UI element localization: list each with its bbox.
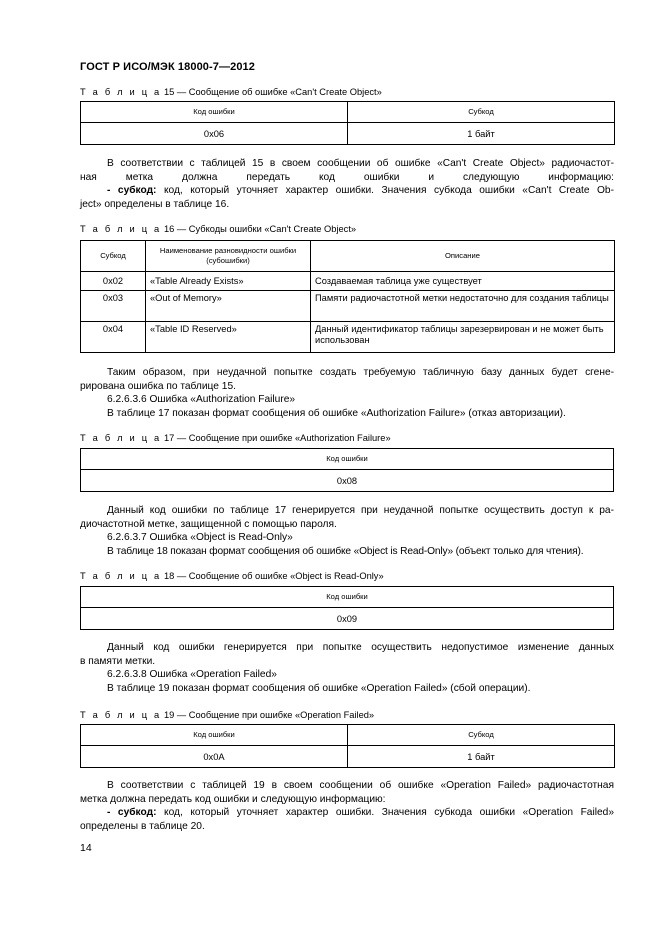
table-caption-text: 19 — Сообщение при ошибке «Operation Failed»	[161, 710, 375, 720]
header-cell: Наименование разновидности ошибки (субошибки)	[146, 241, 311, 272]
table-cell: 1 байт	[348, 746, 615, 768]
table-cell: 0x06	[81, 123, 348, 145]
section-heading: 6.2.6.3.6 Ошибка «Authorization Failure»	[107, 394, 296, 406]
document-header: ГОСТ Р ИСО/МЭК 18000-7—2012	[80, 61, 255, 73]
table-cell: «Out of Memory»	[146, 291, 311, 322]
table-header-row	[81, 102, 615, 123]
table-19-caption	[80, 710, 374, 720]
table-19	[80, 724, 615, 768]
table-row	[81, 123, 615, 145]
text-line: Данный код ошибки генерируется при попытке осуществить недопустимое изменение данных	[107, 642, 614, 653]
header-cell: Субкод	[81, 241, 146, 272]
text-line: В соответствии с таблицей 19 в своем сообщении об ошибке «Operation Failed» радиочастотная	[107, 780, 614, 791]
header-cell: Код ошибки	[81, 102, 348, 123]
table-header-row	[81, 725, 615, 746]
header-cell: Субкод	[348, 725, 615, 746]
table-16-caption	[80, 224, 356, 234]
text-line	[80, 184, 614, 198]
table-row	[81, 291, 615, 322]
table-15	[80, 101, 615, 145]
table-row	[81, 608, 614, 630]
table-label: Т а б л и ц а	[80, 224, 162, 234]
section-heading: 6.2.6.3.7 Ошибка «Object is Read-Only»	[107, 532, 293, 544]
paragraph	[80, 779, 614, 833]
bold-term: - субкод:	[107, 185, 157, 197]
table-label: Т а б л и ц а	[80, 571, 162, 581]
table-cell: «Table Already Exists»	[146, 272, 311, 291]
table-row	[81, 746, 615, 768]
table-label: Т а б л и ц а	[80, 433, 162, 443]
table-17	[80, 448, 614, 492]
table-cell: Создаваемая таблица уже существует	[311, 272, 615, 291]
table-header-row	[81, 587, 614, 608]
text-line: диочастотной метке, защищенной с помощью пароля.	[80, 518, 337, 530]
table-18	[80, 586, 614, 630]
table-cell: Данный идентификатор таблицы зарезервирован и не может быть использован	[311, 322, 615, 353]
text-line: Таким образом, при неудачной попытке создать требуемую табличную базу данных будет сгене-	[107, 367, 614, 378]
text-line: ная метка должна передать код ошибки и следующую информацию:	[80, 171, 614, 183]
table-caption-text: 15 — Сообщение об ошибке «Can't Create Object»	[161, 87, 382, 97]
table-17-caption	[80, 433, 391, 443]
table-caption-text: 16 — Субкоды ошибки «Can't Create Object»	[161, 224, 357, 234]
table-cell: 0x04	[81, 322, 146, 353]
paragraph	[80, 157, 614, 211]
text-line: В таблице 19 показан формат сообщения об ошибке «Operation Failed» (сбой операции).	[107, 682, 531, 694]
text-line: В соответствии с таблицей 15 в своем сообщении об ошибке «Can't Create Object» радиочастот-	[107, 158, 614, 169]
text-line: В таблице 17 показан формат сообщения об ошибке «Authorization Failure» (отказ авторизации).	[107, 407, 566, 419]
header-cell: Описание	[311, 241, 615, 272]
table-caption-text: 17 — Сообщение при ошибке «Authorization Failure»	[161, 433, 391, 443]
table-row	[81, 322, 615, 353]
page-number: 14	[80, 842, 92, 854]
table-15-caption	[80, 87, 382, 97]
text-span: код, который уточняет характер ошибки. Значения субкода ошибки «Operation Failed»	[156, 807, 614, 819]
table-16	[80, 240, 615, 353]
text-line: метка должна передать код ошибки и следующую информацию:	[80, 793, 386, 805]
text-line: В таблице 18 показан формат сообщения об ошибке «Object is Read-Only» (объект только для чтения).	[107, 545, 584, 557]
text-line: рирована ошибка по таблице 15.	[80, 380, 236, 392]
text-line: в памяти метки.	[80, 655, 156, 667]
table-18-caption	[80, 571, 384, 581]
text-span: код, который уточняет характер ошибки. Значения субкода ошибки «Can't Create Ob-	[156, 185, 614, 197]
header-cell: Код ошибки	[81, 725, 348, 746]
section-heading: 6.2.6.3.8 Ошибка «Operation Failed»	[107, 669, 277, 681]
text-line: Данный код ошибки по таблице 17 генерируется при неудачной попытке осуществить доступ к ра-	[107, 505, 614, 516]
table-header-row	[81, 241, 615, 272]
table-caption-text: 18 — Сообщение об ошибке «Object is Read-Only»	[161, 571, 384, 581]
text-line	[80, 806, 614, 820]
table-cell: 0x0A	[81, 746, 348, 768]
header-cell: Код ошибки	[81, 587, 614, 608]
table-cell: 0x09	[81, 608, 614, 630]
table-label: Т а б л и ц а	[80, 87, 162, 97]
text-line: определены в таблице 20.	[80, 820, 205, 832]
table-label: Т а б л и ц а	[80, 710, 162, 720]
table-row	[81, 272, 615, 291]
paragraph	[80, 504, 614, 558]
bold-term: - субкод:	[107, 807, 157, 819]
table-cell: 0x08	[81, 470, 614, 492]
header-cell: Код ошибки	[81, 449, 614, 470]
paragraph	[80, 366, 614, 420]
paragraph	[80, 641, 614, 695]
table-row	[81, 470, 614, 492]
table-cell: 0x02	[81, 272, 146, 291]
table-cell: «Table ID Reserved»	[146, 322, 311, 353]
table-header-row	[81, 449, 614, 470]
table-cell: 1 байт	[348, 123, 615, 145]
table-cell: Памяти радиочастотной метки недостаточно для создания таблицы	[311, 291, 615, 322]
text-line: ject» определены в таблице 16.	[80, 198, 230, 210]
header-cell: Субкод	[348, 102, 615, 123]
table-cell: 0x03	[81, 291, 146, 322]
